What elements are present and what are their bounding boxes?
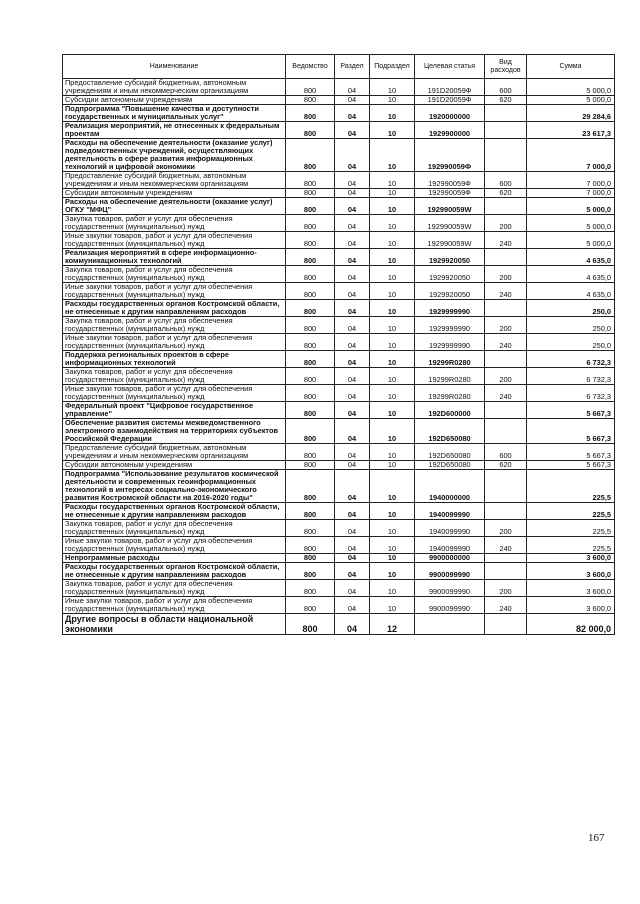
cell-section: 04: [335, 249, 370, 266]
cell-dept: 800: [286, 402, 335, 419]
header-dept: Ведомство: [286, 55, 335, 79]
cell-subsection: 10: [370, 122, 415, 139]
cell-subsection: 10: [370, 520, 415, 537]
cell-sum: 5 667,3: [527, 402, 615, 419]
cell-target: 192990059Ф: [415, 139, 485, 172]
cell-target: 191D20059Ф: [415, 79, 485, 96]
cell-section: 04: [335, 385, 370, 402]
cell-target: 1929920050: [415, 266, 485, 283]
table-row: [63, 249, 615, 266]
cell-section: 04: [335, 105, 370, 122]
cell-section: 04: [335, 402, 370, 419]
cell-subsection: 10: [370, 580, 415, 597]
cell-section: 04: [335, 266, 370, 283]
cell-subsection: 10: [370, 215, 415, 232]
cell-target: 191D20059Ф: [415, 96, 485, 105]
cell-dept: 800: [286, 368, 335, 385]
header-kind: Вид расходов: [485, 55, 527, 79]
cell-section: 04: [335, 317, 370, 334]
cell-dept: 800: [286, 249, 335, 266]
cell-sum: 5 000,0: [527, 79, 615, 96]
cell-sum: 3 600,0: [527, 563, 615, 580]
cell-section: 04: [335, 189, 370, 198]
cell-subsection: 10: [370, 554, 415, 563]
cell-subsection: 10: [370, 385, 415, 402]
cell-section: 04: [335, 334, 370, 351]
cell-name: Подпрограмма "Использование результатов космической деятельности и современных геоинформационных технологий в интересах социально-экономического развития Костромской области на 2016-2020 годы": [63, 470, 286, 503]
cell-section: 04: [335, 172, 370, 189]
cell-dept: 800: [286, 105, 335, 122]
cell-section: 04: [335, 520, 370, 537]
cell-target: 1929920050: [415, 249, 485, 266]
table-row: [63, 232, 615, 249]
cell-dept: 800: [286, 283, 335, 300]
cell-name: Закупка товаров, работ и услуг для обеспечения государственных (муниципальных) нужд: [63, 215, 286, 232]
cell-kind: [485, 198, 527, 215]
cell-kind: [485, 139, 527, 172]
cell-sum: 250,0: [527, 317, 615, 334]
cell-dept: 800: [286, 172, 335, 189]
cell-sum: 250,0: [527, 300, 615, 317]
table-row: [63, 614, 615, 635]
cell-name: Иные закупки товаров, работ и услуг для обеспечения государственных (муниципальных) нужд: [63, 385, 286, 402]
cell-dept: 800: [286, 122, 335, 139]
cell-section: 04: [335, 368, 370, 385]
cell-subsection: 10: [370, 266, 415, 283]
cell-sum: 6 732,3: [527, 385, 615, 402]
cell-subsection: 10: [370, 419, 415, 444]
cell-dept: 800: [286, 351, 335, 368]
cell-kind: 620: [485, 461, 527, 470]
cell-subsection: 10: [370, 189, 415, 198]
cell-section: 04: [335, 139, 370, 172]
cell-kind: 200: [485, 215, 527, 232]
table-row: [63, 597, 615, 614]
cell-section: 04: [335, 300, 370, 317]
cell-name: Закупка товаров, работ и услуг для обеспечения государственных (муниципальных) нужд: [63, 317, 286, 334]
table-row: [63, 520, 615, 537]
cell-section: 04: [335, 122, 370, 139]
table-row: [63, 189, 615, 198]
cell-sum: 4 635,0: [527, 283, 615, 300]
cell-dept: 800: [286, 232, 335, 249]
cell-section: 04: [335, 351, 370, 368]
cell-sum: 5 667,3: [527, 419, 615, 444]
cell-dept: 800: [286, 461, 335, 470]
cell-name: Другие вопросы в области национальной экономики: [63, 614, 286, 635]
cell-sum: 7 000,0: [527, 172, 615, 189]
table-row: [63, 283, 615, 300]
cell-name: Расходы государственных органов Костромской области, не отнесенные к другим направлениям расходов: [63, 563, 286, 580]
cell-dept: 800: [286, 317, 335, 334]
cell-section: 04: [335, 444, 370, 461]
cell-sum: 4 635,0: [527, 266, 615, 283]
cell-sum: 3 600,0: [527, 554, 615, 563]
cell-subsection: 10: [370, 139, 415, 172]
cell-name: Иные закупки товаров, работ и услуг для обеспечения государственных (муниципальных) нужд: [63, 232, 286, 249]
cell-sum: 225,5: [527, 503, 615, 520]
cell-target: 192990059W: [415, 215, 485, 232]
table-row: [63, 139, 615, 172]
cell-name: Субсидии автономным учреждениям: [63, 96, 286, 105]
cell-subsection: 10: [370, 317, 415, 334]
cell-target: 1920000000: [415, 105, 485, 122]
cell-sum: 5 000,0: [527, 232, 615, 249]
cell-name: Поддержка региональных проектов в сфере информационных технологий: [63, 351, 286, 368]
cell-kind: 200: [485, 317, 527, 334]
cell-name: Субсидии автономным учреждениям: [63, 461, 286, 470]
table-row: [63, 554, 615, 563]
cell-kind: [485, 563, 527, 580]
cell-subsection: 10: [370, 563, 415, 580]
cell-subsection: 10: [370, 470, 415, 503]
cell-name: Непрограммные расходы: [63, 554, 286, 563]
cell-dept: 800: [286, 444, 335, 461]
cell-kind: [485, 470, 527, 503]
cell-section: 04: [335, 563, 370, 580]
cell-kind: [485, 614, 527, 635]
cell-dept: 800: [286, 334, 335, 351]
cell-dept: 800: [286, 503, 335, 520]
cell-dept: 800: [286, 614, 335, 635]
cell-kind: 620: [485, 189, 527, 198]
cell-name: Субсидии автономным учреждениям: [63, 189, 286, 198]
cell-target: 192990059W: [415, 198, 485, 215]
cell-subsection: 10: [370, 503, 415, 520]
table-row: [63, 79, 615, 96]
cell-subsection: 12: [370, 614, 415, 635]
cell-sum: 225,5: [527, 520, 615, 537]
cell-name: Предоставление субсидий бюджетным, автономным учреждениям и иным некоммерческим организациям: [63, 444, 286, 461]
cell-sum: 5 000,0: [527, 198, 615, 215]
cell-sum: 225,5: [527, 537, 615, 554]
cell-name: Закупка товаров, работ и услуг для обеспечения государственных (муниципальных) нужд: [63, 520, 286, 537]
cell-subsection: 10: [370, 198, 415, 215]
cell-target: 19299R0280: [415, 385, 485, 402]
table-row: [63, 266, 615, 283]
cell-name: Иные закупки товаров, работ и услуг для обеспечения государственных (муниципальных) нужд: [63, 537, 286, 554]
cell-dept: 800: [286, 520, 335, 537]
cell-name: Иные закупки товаров, работ и услуг для обеспечения государственных (муниципальных) нужд: [63, 283, 286, 300]
cell-kind: 620: [485, 96, 527, 105]
cell-target: 9900099990: [415, 597, 485, 614]
cell-section: 04: [335, 554, 370, 563]
cell-kind: [485, 351, 527, 368]
cell-name: Подпрограмма "Повышение качества и доступности государственных и муниципальных услуг": [63, 105, 286, 122]
cell-name: Расходы на обеспечение деятельности (оказание услуг) подведомственных учреждений, осуществляющих деятельность в сфере развития информационных технологий и цифровой экономики: [63, 139, 286, 172]
cell-sum: 82 000,0: [527, 614, 615, 635]
cell-target: 9900099990: [415, 580, 485, 597]
cell-dept: 800: [286, 266, 335, 283]
cell-name: Расходы на обеспечение деятельности (оказание услуг) ОГКУ "МФЦ": [63, 198, 286, 215]
cell-dept: 800: [286, 563, 335, 580]
cell-dept: 800: [286, 385, 335, 402]
table-row: [63, 580, 615, 597]
cell-section: 04: [335, 198, 370, 215]
cell-subsection: 10: [370, 537, 415, 554]
header-section: Раздел: [335, 55, 370, 79]
cell-section: 04: [335, 470, 370, 503]
cell-dept: 800: [286, 139, 335, 172]
cell-name: Предоставление субсидий бюджетным, автономным учреждениям и иным некоммерческим организациям: [63, 172, 286, 189]
cell-subsection: 10: [370, 79, 415, 96]
cell-target: 1929900000: [415, 122, 485, 139]
cell-subsection: 10: [370, 597, 415, 614]
cell-name: Закупка товаров, работ и услуг для обеспечения государственных (муниципальных) нужд: [63, 368, 286, 385]
cell-subsection: 10: [370, 283, 415, 300]
header-name: Наименование: [63, 55, 286, 79]
cell-subsection: 10: [370, 334, 415, 351]
cell-target: 1940000000: [415, 470, 485, 503]
table-row: [63, 215, 615, 232]
cell-target: 9900099990: [415, 563, 485, 580]
table-row: [63, 198, 615, 215]
cell-dept: 800: [286, 300, 335, 317]
cell-name: Расходы государственных органов Костромской области, не отнесенные к другим направлениям расходов: [63, 503, 286, 520]
budget-table: [62, 54, 615, 635]
table-row: [63, 300, 615, 317]
cell-kind: [485, 419, 527, 444]
cell-kind: [485, 122, 527, 139]
cell-section: 04: [335, 614, 370, 635]
page-number: 167: [588, 832, 605, 844]
cell-name: Закупка товаров, работ и услуг для обеспечения государственных (муниципальных) нужд: [63, 580, 286, 597]
cell-sum: 23 617,3: [527, 122, 615, 139]
cell-dept: 800: [286, 189, 335, 198]
cell-subsection: 10: [370, 249, 415, 266]
cell-section: 04: [335, 597, 370, 614]
table-row: [63, 537, 615, 554]
cell-dept: 800: [286, 419, 335, 444]
cell-section: 04: [335, 232, 370, 249]
cell-target: 1929920050: [415, 283, 485, 300]
cell-name: Предоставление субсидий бюджетным, автономным учреждениям и иным некоммерческим организациям: [63, 79, 286, 96]
cell-kind: 600: [485, 172, 527, 189]
cell-section: 04: [335, 580, 370, 597]
cell-sum: 6 732,3: [527, 368, 615, 385]
cell-name: Иные закупки товаров, работ и услуг для обеспечения государственных (муниципальных) нужд: [63, 597, 286, 614]
cell-kind: [485, 300, 527, 317]
cell-kind: 200: [485, 580, 527, 597]
cell-kind: 240: [485, 283, 527, 300]
cell-kind: 200: [485, 520, 527, 537]
cell-dept: 800: [286, 580, 335, 597]
cell-target: 192990059Ф: [415, 189, 485, 198]
cell-target: 192990059W: [415, 232, 485, 249]
cell-kind: [485, 402, 527, 419]
cell-name: Реализация мероприятий в сфере информационно-коммуникационных технологий: [63, 249, 286, 266]
table-row: [63, 385, 615, 402]
cell-subsection: 10: [370, 172, 415, 189]
cell-kind: 200: [485, 368, 527, 385]
cell-section: 04: [335, 419, 370, 444]
cell-dept: 800: [286, 470, 335, 503]
cell-subsection: 10: [370, 402, 415, 419]
cell-target: 192990059Ф: [415, 172, 485, 189]
table-row: [63, 503, 615, 520]
cell-section: 04: [335, 283, 370, 300]
table-row: [63, 334, 615, 351]
cell-kind: [485, 503, 527, 520]
cell-target: 1929999990: [415, 300, 485, 317]
cell-subsection: 10: [370, 105, 415, 122]
cell-subsection: 10: [370, 300, 415, 317]
cell-section: 04: [335, 96, 370, 105]
cell-subsection: 10: [370, 461, 415, 470]
header-sum: Сумма: [527, 55, 615, 79]
cell-target: 192D650080: [415, 444, 485, 461]
cell-dept: 800: [286, 198, 335, 215]
table-row: [63, 351, 615, 368]
table-row: [63, 96, 615, 105]
cell-target: 192D650080: [415, 419, 485, 444]
cell-name: Закупка товаров, работ и услуг для обеспечения государственных (муниципальных) нужд: [63, 266, 286, 283]
cell-kind: 240: [485, 597, 527, 614]
cell-sum: 3 600,0: [527, 597, 615, 614]
cell-sum: 3 600,0: [527, 580, 615, 597]
cell-subsection: 10: [370, 96, 415, 105]
cell-name: Федеральный проект "Цифровое государственное управление": [63, 402, 286, 419]
cell-sum: 5 667,3: [527, 461, 615, 470]
cell-sum: 29 284,6: [527, 105, 615, 122]
cell-sum: 7 000,0: [527, 139, 615, 172]
cell-sum: 5 000,0: [527, 215, 615, 232]
cell-kind: [485, 554, 527, 563]
cell-dept: 800: [286, 554, 335, 563]
cell-sum: 4 635,0: [527, 249, 615, 266]
table-row: [63, 317, 615, 334]
cell-subsection: 10: [370, 368, 415, 385]
cell-kind: 200: [485, 266, 527, 283]
cell-sum: 5 000,0: [527, 96, 615, 105]
cell-target: 1940099990: [415, 520, 485, 537]
cell-target: 1940099990: [415, 537, 485, 554]
cell-dept: 800: [286, 96, 335, 105]
cell-target: 19299R0280: [415, 368, 485, 385]
header-subsection: Подраздел: [370, 55, 415, 79]
cell-target: 1929999990: [415, 334, 485, 351]
table-row: [63, 122, 615, 139]
cell-dept: 800: [286, 597, 335, 614]
cell-subsection: 10: [370, 351, 415, 368]
cell-sum: 5 667,3: [527, 444, 615, 461]
cell-target: 192D600000: [415, 402, 485, 419]
cell-kind: 240: [485, 232, 527, 249]
table-header-row: [63, 55, 615, 79]
cell-sum: 7 000,0: [527, 189, 615, 198]
cell-dept: 800: [286, 215, 335, 232]
cell-kind: 600: [485, 444, 527, 461]
table-row: [63, 444, 615, 461]
header-target: Целевая статья: [415, 55, 485, 79]
cell-kind: 600: [485, 79, 527, 96]
cell-kind: 240: [485, 537, 527, 554]
cell-name: Реализация мероприятий, не отнесенных к федеральным проектам: [63, 122, 286, 139]
cell-name: Обеспечение развития системы межведомственного электронного взаимодействия на территориях субъектов Российской Федерации: [63, 419, 286, 444]
cell-target: 9900000000: [415, 554, 485, 563]
cell-section: 04: [335, 215, 370, 232]
table-row: [63, 470, 615, 503]
cell-subsection: 10: [370, 444, 415, 461]
cell-kind: [485, 105, 527, 122]
table-row: [63, 172, 615, 189]
cell-target: [415, 614, 485, 635]
table-row: [63, 368, 615, 385]
table-row: [63, 105, 615, 122]
cell-sum: 250,0: [527, 334, 615, 351]
table-body: [63, 79, 615, 635]
cell-kind: 240: [485, 385, 527, 402]
cell-target: 1929999990: [415, 317, 485, 334]
cell-subsection: 10: [370, 232, 415, 249]
table-row: [63, 402, 615, 419]
cell-target: 192D650080: [415, 461, 485, 470]
cell-kind: 240: [485, 334, 527, 351]
cell-dept: 800: [286, 79, 335, 96]
cell-section: 04: [335, 537, 370, 554]
table-row: [63, 419, 615, 444]
cell-section: 04: [335, 461, 370, 470]
budget-table-sheet: [62, 54, 614, 635]
cell-section: 04: [335, 79, 370, 96]
cell-section: 04: [335, 503, 370, 520]
cell-target: 19299R0280: [415, 351, 485, 368]
cell-target: 1940099990: [415, 503, 485, 520]
cell-name: Иные закупки товаров, работ и услуг для обеспечения государственных (муниципальных) нужд: [63, 334, 286, 351]
cell-sum: 6 732,3: [527, 351, 615, 368]
table-row: [63, 461, 615, 470]
table-row: [63, 563, 615, 580]
cell-name: Расходы государственных органов Костромской области, не отнесенные к другим направлениям расходов: [63, 300, 286, 317]
cell-dept: 800: [286, 537, 335, 554]
cell-sum: 225,5: [527, 470, 615, 503]
cell-kind: [485, 249, 527, 266]
